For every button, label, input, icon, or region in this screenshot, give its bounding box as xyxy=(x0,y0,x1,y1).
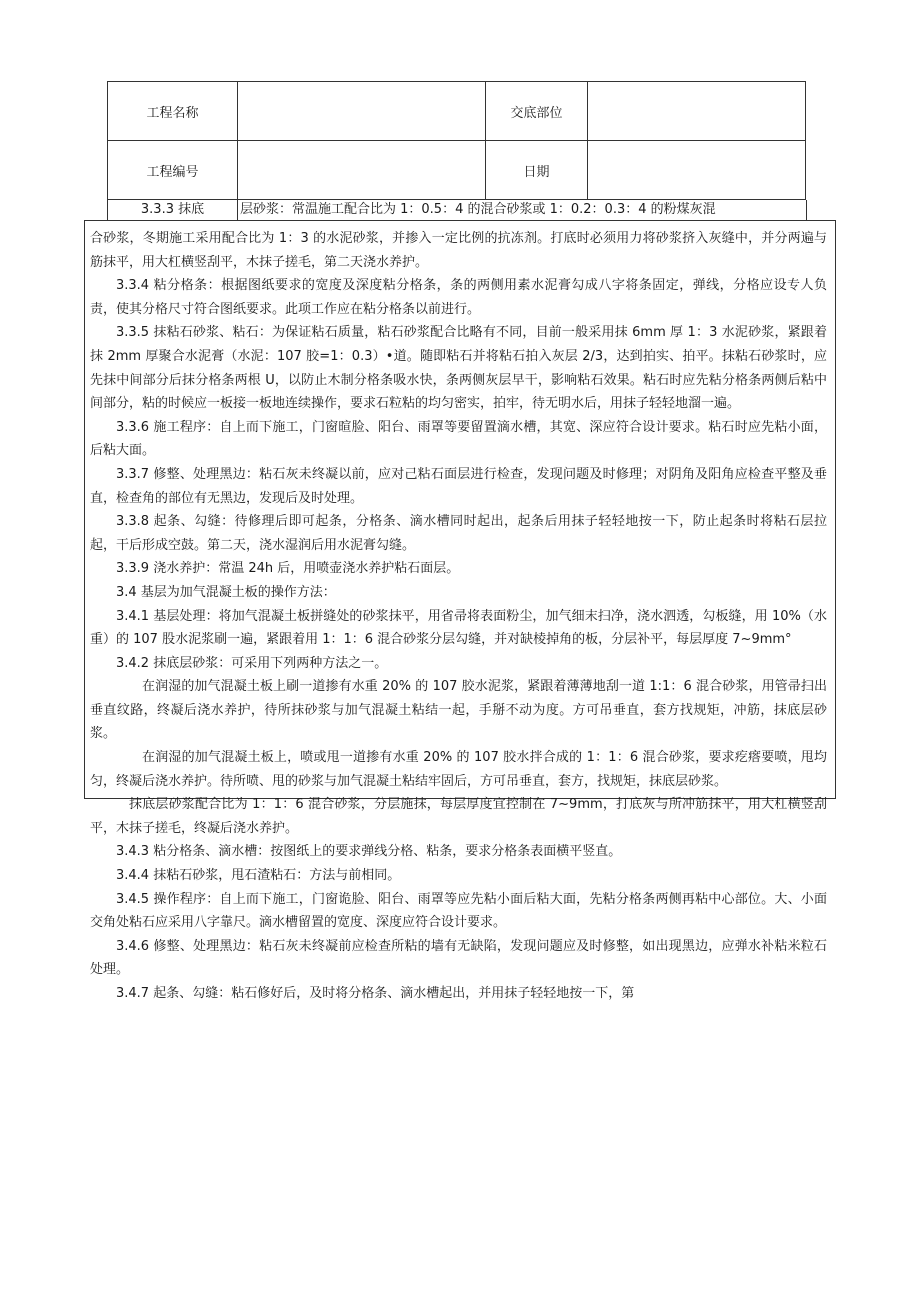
paragraph: 3.4.1 基层处理：将加气混凝土板拼缝处的砂浆抹平，用省帚将表面粉尘，加气细末扫净，浇水泗透，勾板缝，用 10%（水重）的 107 股水泥浆刷一遍，紧跟着用 1：1：6 混合砂浆分层勾缝，并对缺棱掉角的板，分层补平，每层厚度 7~9mm° xyxy=(90,608,827,648)
header-row-2 xyxy=(108,141,806,200)
paragraph: 3.4.6 修整、处理黑边：粘石灰未终凝前应检查所粘的墙有无缺陷，发现问题应及时修整，如出现黑边，应弹水补粘米粒石处理。 xyxy=(90,938,827,978)
header-table xyxy=(107,81,806,200)
paragraph: 3.4.7 起条、勾缝：粘石修好后，及时将分格条、滴水槽起出，并用抹子轻轻地按一下，第 xyxy=(116,986,635,1001)
paragraph: 3.3.6 施工程序：自上而下施工，门窗暄脸、阳台、雨罩等要留置滴水槽，其宽、深应符合设计要求。粘石时应先粘小面，后粘大面。 xyxy=(90,419,827,459)
paragraph: 3.4.3 粘分格条、滴水槽：按图纸上的要求弹线分格、粘条，要求分格条表面横平竖直。 xyxy=(116,844,622,860)
strip-left-text: 3.3.3 抹底 xyxy=(108,200,238,220)
paragraph: 在润湿的加气混凝土板上刷一道掺有水重 20% 的 107 胶水泥浆，紧跟着薄薄地刮一道 1:1：6 混合砂浆，用管帚扫出垂直纹路，终凝后浇水养护，待所抹砂浆与加气混凝土粘结一起，手掰不动为度。方可吊垂直，套方找规矩，冲筋，抹底层砂浆。 xyxy=(90,679,827,742)
paragraph: 3.3.9 浇水养护：常温 24h 后，用喷壶浇水养护粘石面层。 xyxy=(116,561,460,577)
paragraph: 3.4.5 操作程序：自上而下施工，门窗诡脸、阳台、雨罩等应先粘小面后粘大面，先粘分格条两侧再粘中心部位。大、小面交角处粘石应采用八字靠尺。滴水槽留置的宽度、深度应符合设计要求。 xyxy=(90,891,827,931)
paragraph: 3.4.2 抹底层砂浆：可采用下列两种方法之一。 xyxy=(116,655,388,671)
project-no-value xyxy=(238,141,486,200)
strip-right-text: 层砂浆：常温施工配合比为 1：0.5：4 的混合砂浆或 1：0.2：0.3：4 的粉煤灰混 xyxy=(240,202,716,217)
body-text-box xyxy=(84,220,836,1001)
paragraph: 3.4.4 抹粘石砂浆，甩石渣粘石：方法与前相同。 xyxy=(116,868,401,884)
project-no-label: 工程编号 xyxy=(108,141,238,200)
date-label: 日期 xyxy=(486,141,588,200)
paragraph: 合砂浆，冬期施工采用配合比为 1：3 的水泥砂浆，并掺入一定比例的抗冻剂。打底时必须用力将砂浆挤入灰缝中，并分两遍与筋抹平，用大杠横竖刮平，木抹子搓毛，第二天浇水养护。 xyxy=(90,231,827,270)
paragraph: 3.3.5 抹粘石砂浆、粘石：为保证粘石质量，粘石砂浆配合比略有不同，目前一般采用抹 6mm 厚 1：3 水泥砂浆，紧跟着抹 2mm 厚聚合水泥膏（水泥：107 胶=1：0.3）•道。随即粘石并将粘石拍入灰层 2/3，达到拍实、拍平。抹粘石砂浆时，应先抹中间部分后抹分格条两根 U，以防止木制分格条吸水快，条两侧灰层早干，影响粘石效果。粘石时应先粘分格条两侧后粘中间部分，粘的时候应一板接一板地连续操作，要求石粒粘的均匀密实，拍牢，待无明水后，用抹子轻轻地溜一遍。 xyxy=(90,325,827,412)
paragraph: 3.4 基层为加气混凝土板的操作方法： xyxy=(116,584,336,600)
paragraph: 在润湿的加气混凝土板上，喷或甩一道掺有水重 20% 的 107 胶水拌合成的 1：1：6 混合砂浆，要求疙瘩要喷，甩均匀，终凝后浇水养护。待所喷、甩的砂浆与加气混凝土粘结牢固后，方可吊垂直，套方，找规矩，抹底层砂浆。 xyxy=(90,750,827,789)
date-value xyxy=(588,141,806,200)
header-row-1 xyxy=(108,82,806,141)
paragraph: 3.3.8 起条、勾缝：待修理后即可起条，分格条、滴水槽同时起出，起条后用抹子轻轻地按一下，防止起条时将粘石层拉起，干后形成空鼓。第二天，浇水湿润后用水泥膏勾缝。 xyxy=(90,514,827,553)
handover-part-value xyxy=(588,82,806,141)
handover-part-label: 交底部位 xyxy=(486,82,588,141)
content-strip-row xyxy=(107,200,807,220)
paragraph: 抹底层砂浆配合比为 1：1：6 混合砂浆，分层施抹，每层厚度宜控制在 7~9mm，打底灰与所冲筋抹平，用大杠横竖刮平，木抹子搓毛，终凝后浇水养护。 xyxy=(90,797,827,836)
project-name-value xyxy=(238,82,486,141)
paragraph: 3.3.7 修整、处理黑边：粘石灰未终凝以前，应对己粘石面层进行检查，发现问题及时修理；对阴角及阳角应检查平整及垂直，检查角的部位有无黑边，发现后及时处理。 xyxy=(90,466,827,506)
paragraph: 3.3.4 粘分格条：根据图纸要求的宽度及深度粘分格条，条的两侧用素水泥膏勾成八字将条固定，弹线，分格应设专人负责，使其分格尺寸符合图纸要求。此项工作应在粘分格条以前进行。 xyxy=(90,278,827,317)
project-name-label: 工程名称 xyxy=(108,82,238,141)
